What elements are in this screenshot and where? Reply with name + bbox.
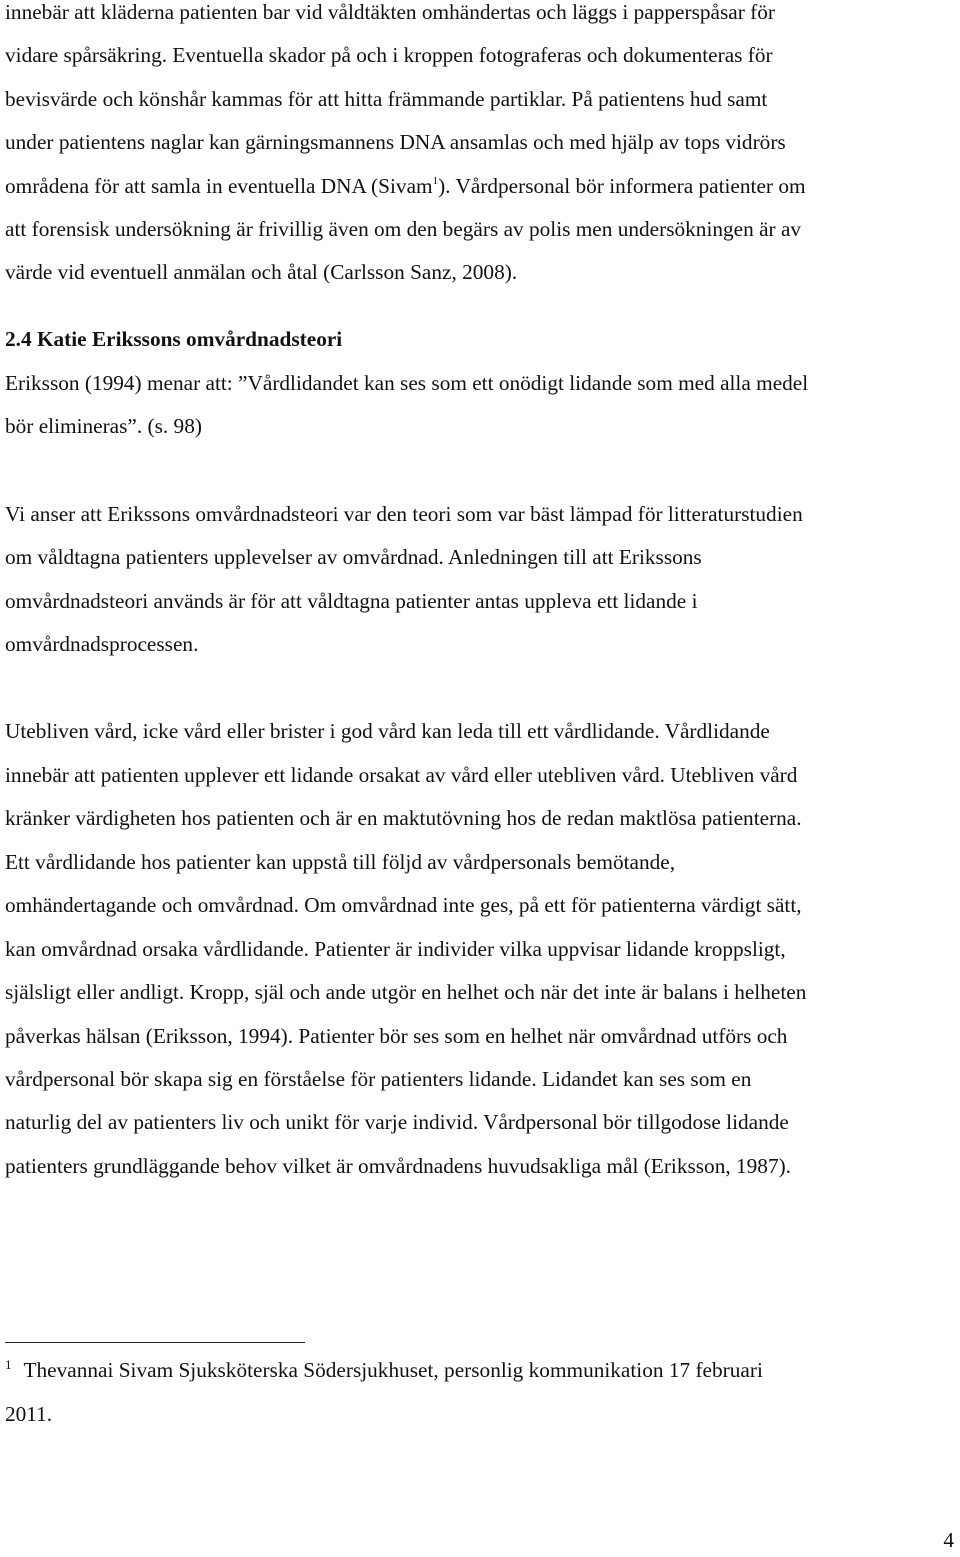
paragraph-3-line-9: vårdpersonal bör skapa sig en förståelse för patienters lidande. Lidandet kan ses som en bbox=[5, 1067, 752, 1091]
paragraph-1-line-7: värde vid eventuell anmälan och åtal (Carlsson Sanz, 2008). bbox=[5, 260, 518, 284]
paragraph-3-line-8: påverkas hälsan (Eriksson, 1994). Patienter bör ses som en helhet när omvårdnad utförs och bbox=[5, 1024, 788, 1048]
footnote-line-2: 2011. bbox=[5, 1402, 53, 1426]
footnote-line-1 bbox=[5, 1356, 763, 1387]
page-number: 4 bbox=[943, 1528, 954, 1552]
paragraph-1-line-5-text-b: ). Vårdpersonal bör informera patienter om bbox=[438, 174, 806, 198]
paragraph-1-line-2: vidare spårsäkring. Eventuella skador på och i kroppen fotograferas och dokumenteras för bbox=[5, 43, 773, 67]
paragraph-2-line-2: om våldtagna patienters upplevelser av omvårdnad. Anledningen till att Erikssons bbox=[5, 545, 702, 569]
paragraph-1-line-5-text-a: områdena för att samla in eventuella DNA (Sivam bbox=[5, 174, 433, 198]
paragraph-2-line-4: omvårdnadsprocessen. bbox=[5, 632, 199, 656]
paragraph-1-line-5 bbox=[5, 172, 806, 200]
section-heading: 2.4 Katie Erikssons omvårdnadsteori bbox=[5, 327, 343, 351]
quote-line-2: bör elimineras”. (s. 98) bbox=[5, 414, 202, 438]
paragraph-2-line-1: Vi anser att Erikssons omvårdnadsteori var den teori som var bäst lämpad för litteraturstudien bbox=[5, 502, 803, 526]
paragraph-1-line-1: innebär att kläderna patienten bar vid våldtäkten omhändertas och läggs i papperspåsar för bbox=[5, 0, 775, 24]
paragraph-3-line-11: patienters grundläggande behov vilket är omvårdnadens huvudsakliga mål (Eriksson, 1987). bbox=[5, 1154, 792, 1178]
paragraph-3-line-3: kränker värdigheten hos patienten och är en maktutövning hos de redan maktlösa patienterna. bbox=[5, 806, 802, 830]
paragraph-3-line-4: Ett vårdlidande hos patienter kan uppstå till följd av vårdpersonals bemötande, bbox=[5, 850, 676, 874]
paragraph-1-line-6: att forensisk undersökning är frivillig även om den begärs av polis men undersökningen är av bbox=[5, 217, 802, 241]
footnote-number: 1 bbox=[5, 1357, 12, 1372]
paragraph-2-line-3: omvårdnadsteori används är för att våldtagna patienter antas uppleva ett lidande i bbox=[5, 589, 698, 613]
paragraph-1-line-3: bevisvärde och könshår kammas för att hitta främmande partiklar. På patientens hud samt bbox=[5, 87, 768, 111]
paragraph-3-line-7: själsligt eller andligt. Kropp, själ och ande utgör en helhet och när det inte är balans i helheten bbox=[5, 980, 807, 1004]
paragraph-3-line-5: omhändertagande och omvårdnad. Om omvårdnad inte ges, på ett för patienterna värdigt sätt, bbox=[5, 893, 802, 917]
footnote-reference-1: 1 bbox=[432, 174, 439, 187]
footnote-separator bbox=[5, 1342, 305, 1343]
paragraph-3-line-1: Utebliven vård, icke vård eller brister i god vård kan leda till ett vårdlidande. Vårdlidande bbox=[5, 719, 770, 743]
paragraph-3-line-6: kan omvårdnad orsaka vårdlidande. Patienter är individer vilka uppvisar lidande kroppsligt, bbox=[5, 937, 786, 961]
paragraph-3-line-2: innebär att patienten upplever ett lidande orsakat av vård eller utebliven vård. Utebliven vård bbox=[5, 763, 798, 787]
paragraph-3-line-10: naturlig del av patienters liv och unikt för varje individ. Vårdpersonal bör tillgodose lidande bbox=[5, 1110, 789, 1134]
paragraph-1-line-4: under patientens naglar kan gärningsmannens DNA ansamlas och med hjälp av tops vidrörs bbox=[5, 130, 786, 154]
footnote-text: Thevannai Sivam Sjuksköterska Södersjukhuset, personlig kommunikation 17 februari bbox=[23, 1358, 763, 1382]
quote-line-1: Eriksson (1994) menar att: ”Vårdlidandet kan ses som ett onödigt lidande som med alla medel bbox=[5, 371, 809, 395]
